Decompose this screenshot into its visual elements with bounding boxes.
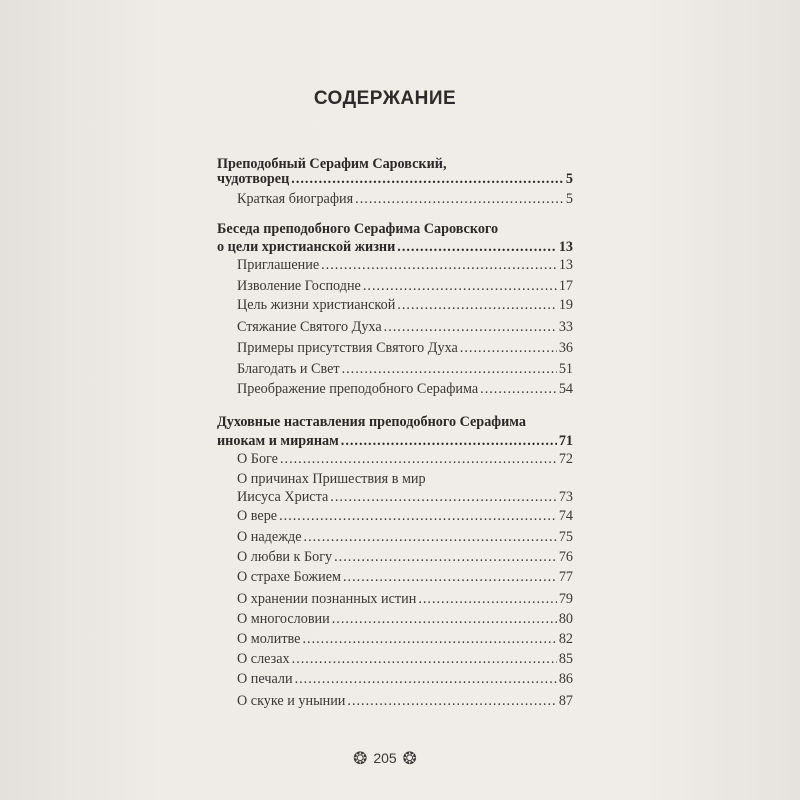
toc-entry — [237, 529, 573, 546]
toc-entry — [237, 651, 573, 668]
leader-dots — [384, 319, 557, 336]
toc-page-number: 54 — [558, 381, 573, 397]
toc-page-number: 17 — [558, 278, 573, 294]
leader-dots — [295, 671, 557, 688]
leader-dots — [363, 278, 557, 295]
toc-entry-title: инокам и мирянам — [217, 433, 339, 449]
page-number: 205 — [373, 750, 397, 766]
toc-entry-title: О многословии — [237, 611, 330, 627]
leader-dots — [480, 381, 557, 398]
toc-section-line — [217, 433, 573, 450]
toc-entry-title: О страхе Божием — [237, 569, 341, 585]
leader-dots — [330, 489, 557, 506]
leader-dots — [342, 361, 557, 378]
toc-page-number: 75 — [558, 529, 573, 545]
toc-entry-title: Краткая биография — [237, 191, 354, 207]
toc-entry — [237, 297, 573, 314]
toc-entry-title: Изволение Господне — [237, 278, 361, 294]
toc-entry-title: О скуке и унынии — [237, 693, 346, 709]
toc-page-number: 73 — [558, 489, 573, 505]
toc-entry-title: Благодать и Свет — [237, 361, 340, 377]
toc-page-number: 5 — [565, 191, 573, 207]
toc-entry — [237, 569, 573, 586]
toc-entry-title: Иисуса Христа — [237, 489, 329, 505]
toc-page-number: 76 — [558, 549, 573, 565]
leader-dots — [279, 508, 557, 525]
leader-dots — [397, 239, 557, 256]
toc-page-number: 71 — [558, 433, 573, 449]
toc-entry-title: О хранении познанных истин — [237, 591, 417, 607]
toc-entry — [237, 549, 573, 566]
toc-page-number: 80 — [558, 611, 573, 627]
toc-page-number: 82 — [558, 631, 573, 647]
toc-entry-title: О слезах — [237, 651, 290, 667]
toc-page-number: 87 — [558, 693, 573, 709]
page-footer — [0, 749, 770, 769]
toc-entry — [237, 631, 573, 648]
toc-entry-title: О вере — [237, 508, 278, 524]
toc-section-line — [217, 171, 573, 188]
toc-page-number: 36 — [558, 340, 573, 356]
leader-dots — [332, 611, 557, 628]
toc-page-number: 51 — [558, 361, 573, 377]
toc-entry — [237, 471, 573, 488]
toc-entry-title: О печали — [237, 671, 293, 687]
toc-entry — [237, 319, 573, 336]
toc-page-number: 5 — [565, 171, 573, 187]
leader-dots — [418, 591, 557, 608]
leader-dots — [302, 631, 556, 648]
toc-page-number: 85 — [558, 651, 573, 667]
toc-entry-title: О Боге — [237, 451, 278, 467]
toc-entry — [237, 257, 573, 274]
leader-dots — [341, 433, 557, 450]
ornament-icon: ❂ — [353, 749, 368, 768]
toc-entry-title: Приглашение — [237, 257, 320, 273]
leader-dots — [291, 171, 564, 188]
toc-page-number: 77 — [558, 569, 573, 585]
toc-entry-title: Стяжание Святого Духа — [237, 319, 382, 335]
leader-dots — [334, 549, 557, 566]
toc-entry-title: О любви к Богу — [237, 549, 333, 565]
toc-page-number: 72 — [558, 451, 573, 467]
toc-section-line — [217, 239, 573, 256]
toc-entry-title: Беседа преподобного Серафима Саровского — [217, 221, 499, 237]
toc-entry-title: Примеры присутствия Святого Духа — [237, 340, 458, 356]
leader-dots — [355, 191, 564, 208]
leader-dots — [347, 693, 556, 710]
toc-entry — [237, 278, 573, 295]
toc-entry — [237, 451, 573, 468]
toc-entry-title: О надежде — [237, 529, 302, 545]
toc-section-line — [217, 221, 573, 238]
toc-page-number: 86 — [558, 671, 573, 687]
leader-dots — [321, 257, 557, 274]
toc-entry — [237, 489, 573, 506]
toc-entry — [237, 508, 573, 525]
page-title: СОДЕРЖАНИЕ — [313, 88, 457, 109]
toc-entry-title: чудотворец — [217, 171, 290, 187]
toc-entry — [237, 381, 573, 398]
toc-page-number: 13 — [558, 239, 573, 255]
toc-page-number: 74 — [558, 508, 573, 524]
ornament-icon: ❂ — [402, 749, 417, 768]
toc-page-number: 13 — [558, 257, 573, 273]
leader-dots — [292, 651, 557, 668]
leader-dots — [280, 451, 557, 468]
toc-entry-title: О молитве — [237, 631, 301, 647]
toc-section-line — [217, 414, 573, 431]
toc-entry — [237, 361, 573, 378]
toc-entry — [237, 693, 573, 710]
toc-entry — [237, 191, 573, 208]
toc-entry-title: О причинах Пришествия в мир — [237, 471, 426, 487]
toc-entry — [237, 611, 573, 628]
toc-page-number: 79 — [558, 591, 573, 607]
leader-dots — [304, 529, 557, 546]
toc-entry-title: Духовные наставления преподобного Серафима — [217, 414, 526, 430]
leader-dots — [460, 340, 557, 357]
toc-entry — [237, 340, 573, 357]
toc-page-number: 33 — [558, 319, 573, 335]
toc-entry-title: Преподобный Серафим Саровский, — [217, 156, 447, 172]
leader-dots — [343, 569, 557, 586]
toc-entry — [237, 591, 573, 608]
leader-dots — [397, 297, 557, 314]
toc-entry-title: о цели христианской жизни — [217, 239, 396, 255]
toc-entry-title: Преображение преподобного Серафима — [237, 381, 479, 397]
toc-page-number: 19 — [558, 297, 573, 313]
toc-entry-title: Цель жизни христианской — [237, 297, 396, 313]
toc-entry — [237, 671, 573, 688]
